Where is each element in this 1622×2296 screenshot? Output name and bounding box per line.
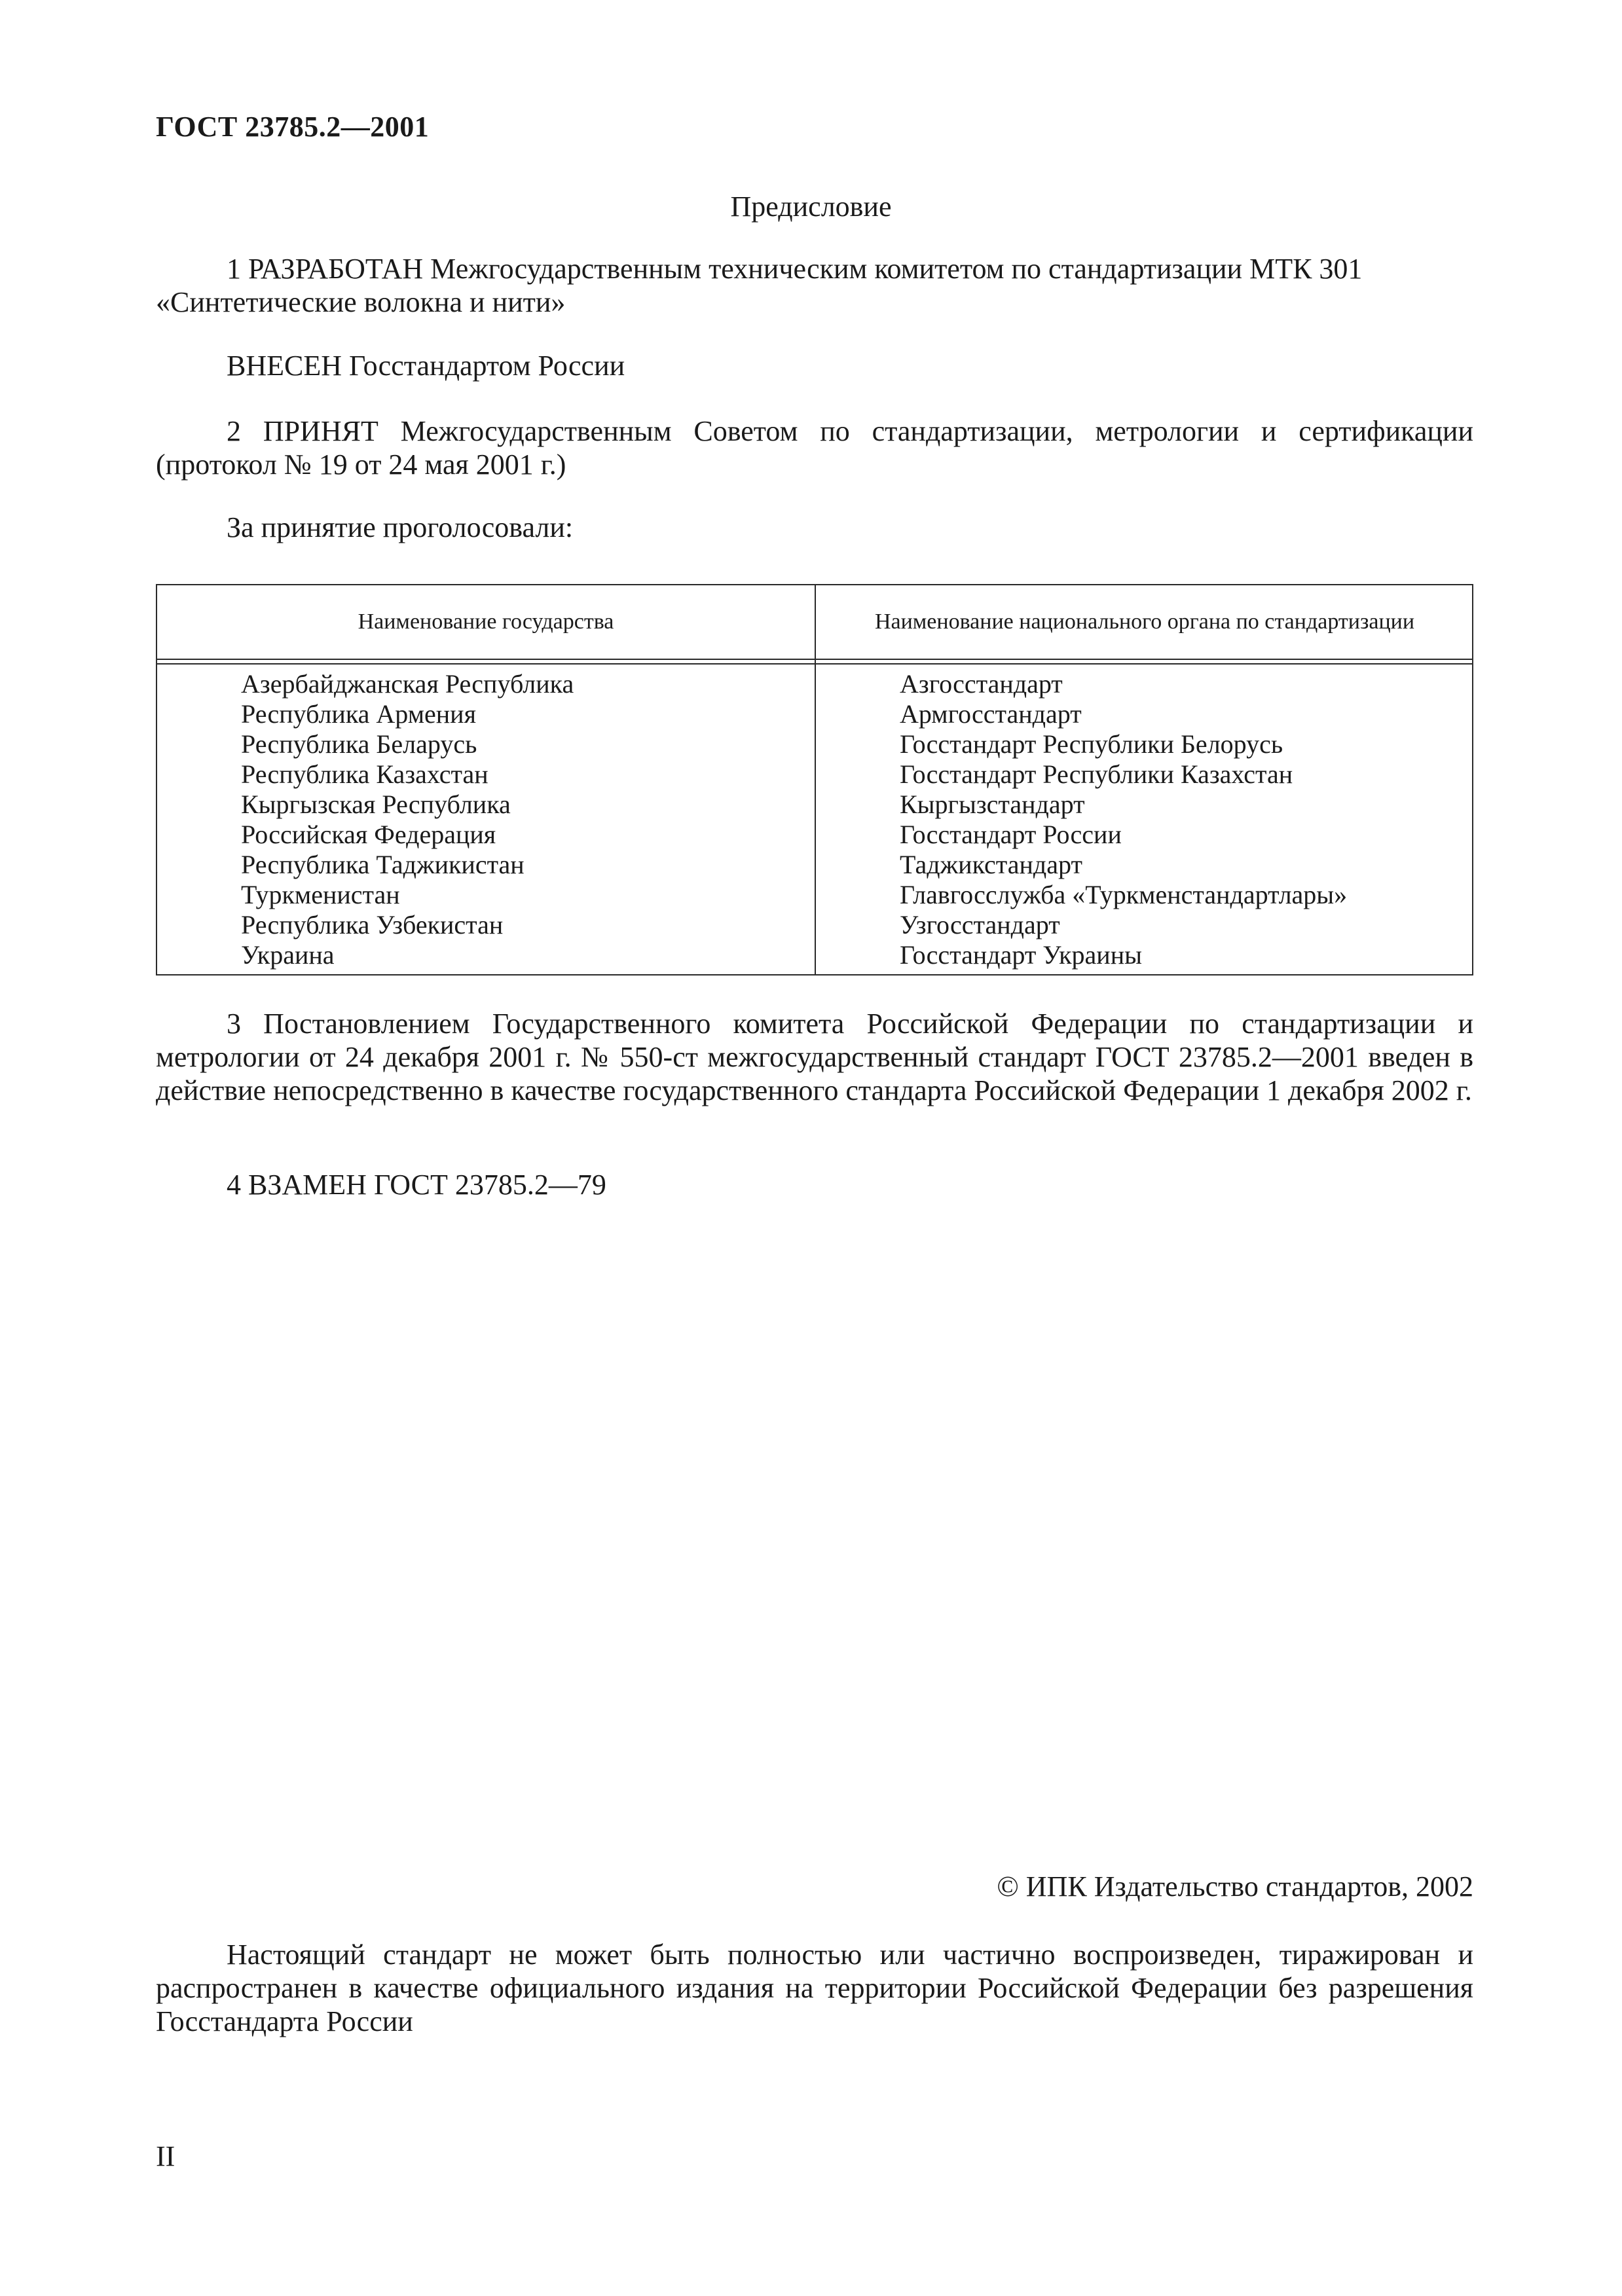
table-header-rule-double — [157, 663, 1472, 665]
table-cell-body: Узгосстандарт — [900, 910, 1060, 939]
table-cell-body: Госстандарт России — [900, 820, 1122, 849]
table-cell-state: Российская Федерация — [241, 820, 496, 849]
table-cell-body: Таджикстандарт — [900, 850, 1082, 879]
voted-caption: За принятие проголосовали: — [227, 511, 574, 543]
table-cell-body: Госстандарт Республики Казахстан — [900, 759, 1293, 789]
table-cell-state: Республика Узбекистан — [241, 910, 504, 939]
table-cell-state: Туркменистан — [241, 880, 400, 909]
table-cell-state: Азербайджанская Республика — [241, 669, 574, 699]
table-cell-body: Азгосстандарт — [900, 669, 1063, 699]
table-cell-state: Украина — [241, 940, 335, 970]
item-1-continuation: «Синтетические волокна и нити» — [156, 286, 566, 318]
state-column — [241, 669, 574, 970]
table-cell-body: Главгосслужба «Туркменстандартлары» — [900, 880, 1348, 909]
item-3-text: 3 Постановлением Государственного комитета Российской Федерации по стандартизации и метрологии от 24 декабря 2001 г. № 550-ст межгосударственный стандарт ГОСТ 23785.2—2001 введен в действие непосредственно в качестве государственного стандарта Российской Федерации 1 декабря 2002 г. — [156, 1008, 1473, 1106]
voting-states-table — [156, 584, 1473, 975]
table-cell-body: Госстандарт Украины — [900, 940, 1142, 970]
table-header-state: Наименование государства — [358, 610, 614, 634]
table-cell-body: Госстандарт Республики Белорусь — [900, 729, 1283, 759]
table-cell-state: Республика Беларусь — [241, 729, 477, 759]
standards-body-column — [900, 669, 1347, 970]
table-cell-state: Республика Таджикистан — [241, 850, 525, 879]
introduced-by: ВНЕСЕН Госстандартом России — [227, 350, 625, 382]
document-code: ГОСТ 23785.2—2001 — [156, 111, 430, 143]
item-2-paragraph — [156, 414, 1473, 481]
table-cell-body: Армгосстандарт — [900, 699, 1082, 729]
table-cell-state: Республика Армения — [241, 699, 476, 729]
item-2-text: 2 ПРИНЯТ Межгосударственным Советом по стандартизации, метрологии и сертификации (протокол № 19 от 24 мая 2001 г.) — [156, 415, 1473, 481]
table-header-body: Наименование национального органа по стандартизации — [874, 610, 1415, 634]
page-number: II — [156, 2140, 175, 2172]
reproduction-notice — [156, 1938, 1473, 2038]
copyright: © ИПК Издательство стандартов, 2002 — [997, 1870, 1473, 1903]
table-cell-state: Кыргызская Республика — [241, 790, 511, 819]
table-cell-body: Кыргызстандарт — [900, 790, 1085, 819]
table-cell-state: Республика Казахстан — [241, 759, 488, 789]
table-header-rule — [157, 659, 1472, 660]
foreword-title: Предисловие — [730, 191, 892, 223]
item-1-lead: 1 РАЗРАБОТАН Межгосударственным техническим комитетом по стандартизации МТК 301 — [227, 253, 1363, 285]
item-4: 4 ВЗАМЕН ГОСТ 23785.2—79 — [227, 1169, 606, 1201]
item-3-paragraph — [156, 1007, 1473, 1107]
reproduction-notice-text: Настоящий стандарт не может быть полностью или частично воспроизведен, тиражирован и распространен в качестве официального издания на территории Российской Федерации без разрешения Госстандарта России — [156, 1939, 1473, 2037]
